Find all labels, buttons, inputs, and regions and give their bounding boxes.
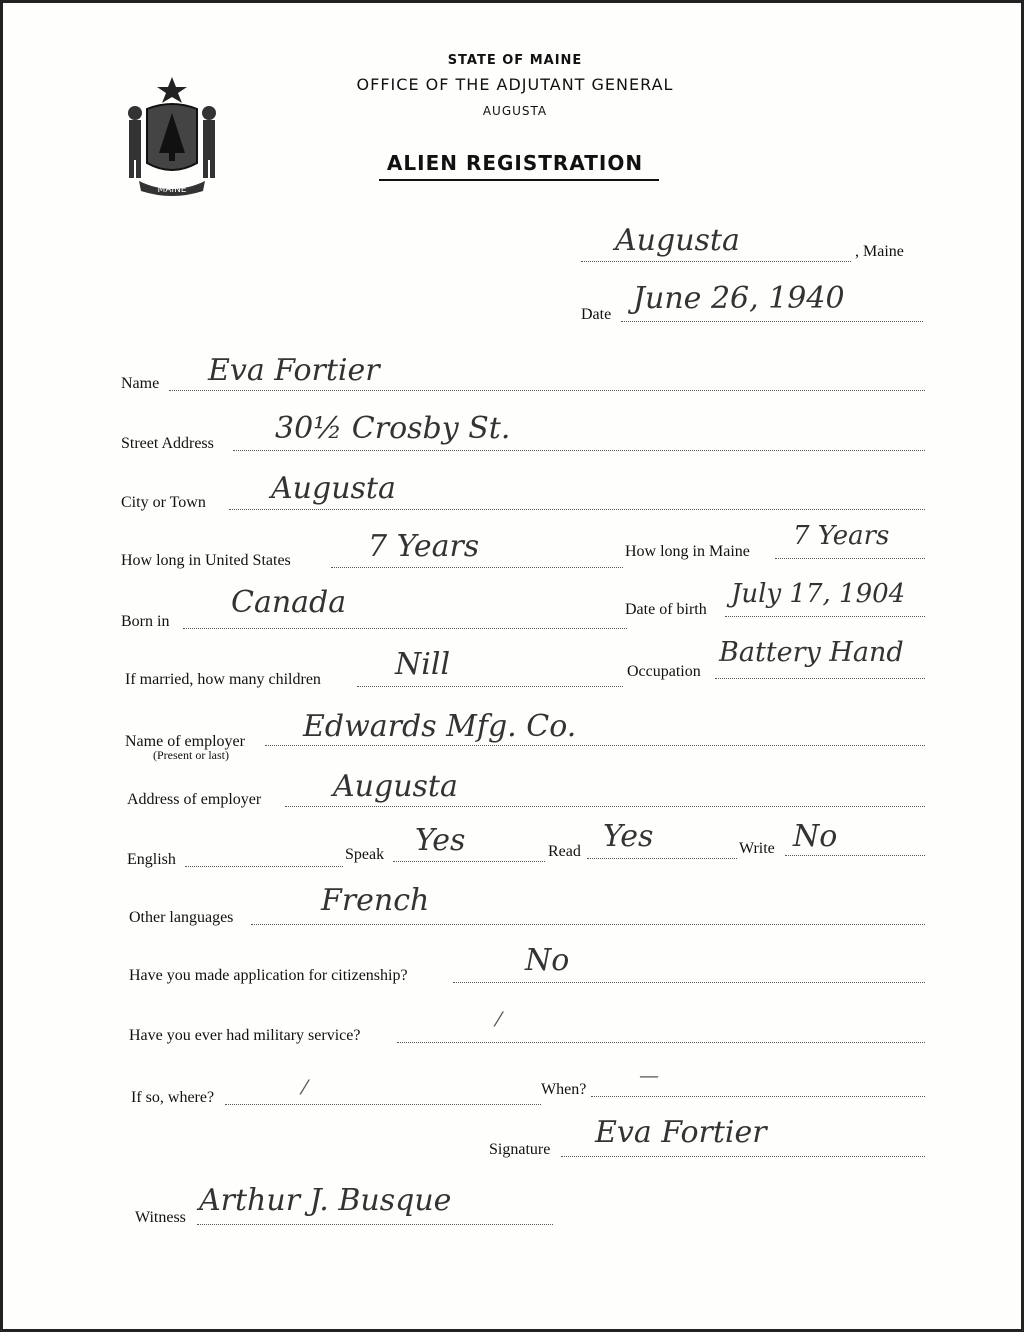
witness-label: Witness <box>135 1209 186 1226</box>
street-line <box>233 450 925 451</box>
when-line <box>591 1096 925 1097</box>
children-value: Nill <box>395 647 451 682</box>
maine-long-line <box>775 558 925 559</box>
city-line <box>229 509 925 510</box>
born-value: Canada <box>231 585 347 620</box>
employer-line <box>265 745 925 746</box>
where-label: If so, where? <box>131 1089 215 1106</box>
date-line <box>621 321 923 322</box>
english-label: English <box>127 851 176 868</box>
form-title: ALIEN REGISTRATION <box>386 151 644 175</box>
write-label: Write <box>739 840 775 857</box>
citizenship-line <box>453 982 925 983</box>
city-heading: AUGUSTA <box>482 104 548 118</box>
signature-value: Eva Fortier <box>595 1115 767 1150</box>
citizenship-value: No <box>525 943 570 978</box>
speak-value: Yes <box>415 823 466 858</box>
employer-note: (Present or last) <box>153 748 229 762</box>
signature-label: Signature <box>489 1141 551 1158</box>
employer-label: Name of employer <box>125 733 245 750</box>
occupation-value: Battery Hand <box>719 637 904 668</box>
title-underline <box>379 179 659 181</box>
married-line <box>357 686 623 687</box>
date-label: Date <box>581 306 612 323</box>
english-line <box>185 866 343 867</box>
employer-addr-value: Augusta <box>333 769 458 804</box>
date-value: June 26, 1940 <box>633 281 845 316</box>
maine-long-label: How long in Maine <box>625 543 750 560</box>
seal-banner-text: MAINE <box>157 185 187 195</box>
when-label: When? <box>541 1081 587 1098</box>
speak-line <box>393 861 545 862</box>
us-label: How long in United States <box>121 552 291 569</box>
when-dash-mark: — <box>639 1063 659 1087</box>
us-line <box>331 567 623 568</box>
other-line <box>251 924 925 925</box>
other-label: Other languages <box>129 909 234 926</box>
military-line <box>397 1042 925 1043</box>
military-label: Have you ever had military service? <box>129 1027 361 1044</box>
military-dash-mark: ⁄ <box>497 1007 501 1031</box>
street-value: 30½ Crosby St. <box>275 411 511 446</box>
city-label: City or Town <box>121 494 206 511</box>
name-label: Name <box>121 375 160 392</box>
read-line <box>587 858 737 859</box>
us-value: 7 Years <box>368 529 480 564</box>
street-label: Street Address <box>121 435 214 452</box>
signature-line <box>561 1156 925 1157</box>
write-value: No <box>793 819 838 854</box>
occupation-line <box>715 678 925 679</box>
witness-value: Arthur J. Busque <box>199 1183 452 1218</box>
born-line <box>183 628 627 629</box>
employer-addr-line <box>285 806 925 807</box>
maine-long-value: 7 Years <box>793 521 890 551</box>
place-line <box>581 261 851 262</box>
office-heading: OFFICE OF THE ADJUTANT GENERAL <box>356 75 674 94</box>
where-line <box>225 1104 541 1105</box>
dob-value: July 17, 1904 <box>731 579 906 609</box>
employer-addr-label: Address of employer <box>127 791 262 808</box>
write-line <box>785 855 925 856</box>
married-label: If married, how many children <box>125 671 321 688</box>
place-value: Augusta <box>615 223 740 258</box>
maine-label: , Maine <box>855 243 904 260</box>
employer-value: Edwards Mfg. Co. <box>303 709 577 744</box>
occupation-label: Occupation <box>627 663 701 680</box>
read-label: Read <box>548 843 581 860</box>
other-value: French <box>321 883 430 918</box>
witness-line <box>197 1224 553 1225</box>
speak-label: Speak <box>345 846 385 863</box>
name-line <box>169 390 925 391</box>
born-label: Born in <box>121 613 170 630</box>
citizenship-label: Have you made application for citizenship? <box>129 967 408 984</box>
where-dash-mark: ⁄ <box>303 1075 307 1099</box>
name-value: Eva Fortier <box>208 353 380 388</box>
dob-line <box>725 616 925 617</box>
city-value: Augusta <box>271 471 396 506</box>
dob-label: Date of birth <box>625 601 707 618</box>
read-value: Yes <box>603 819 654 854</box>
state-heading: STATE OF MAINE <box>447 53 583 68</box>
